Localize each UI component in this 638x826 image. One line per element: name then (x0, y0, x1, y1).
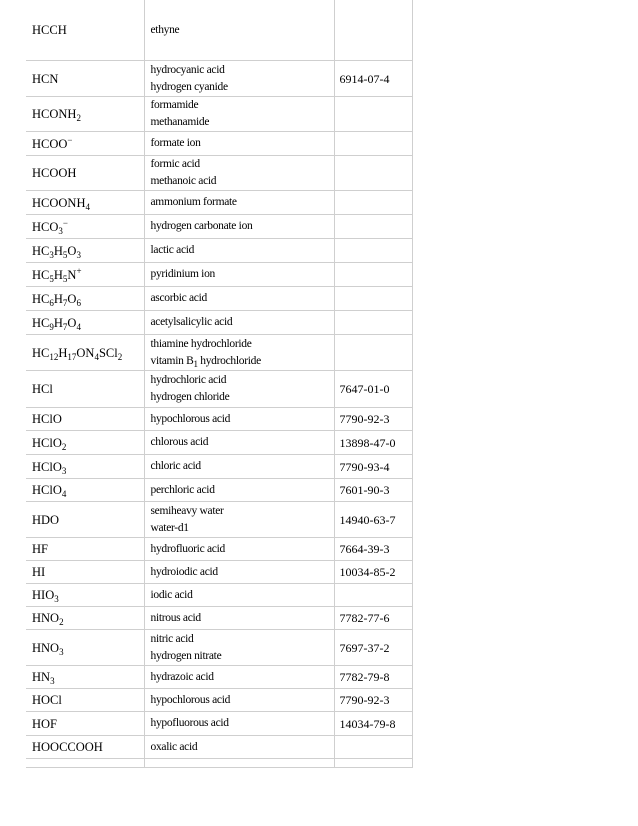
formula-text: ON (76, 345, 95, 360)
formula-subscript: 2 (61, 441, 67, 452)
cas-number-cell (334, 132, 412, 156)
table-row (26, 215, 412, 239)
compound-name: hydroiodic acid (150, 565, 218, 578)
table-row (26, 371, 412, 408)
formula-subscript: 5 (49, 273, 54, 284)
compound-table-body (26, 0, 412, 768)
formula-cell (26, 712, 144, 736)
cas-number-cell (334, 191, 412, 215)
compound-name: perchloric acid (150, 483, 215, 496)
formula-subscript: 12 (49, 351, 59, 362)
formula-cell (26, 561, 144, 584)
name-cell (144, 759, 334, 768)
formula-text: HC (32, 267, 50, 282)
formula-cell (26, 607, 144, 630)
cas-number-cell (334, 584, 412, 607)
formula-cell (26, 335, 144, 371)
table-row (26, 239, 412, 263)
compound-name: chloric acid (150, 460, 201, 472)
formula-cell (26, 97, 144, 132)
name-cell (144, 287, 334, 311)
table-row (26, 311, 412, 335)
formula-subscript: 5 (62, 249, 68, 260)
cas-number-cell: 7790-92-3 (334, 408, 412, 431)
compound-name: hydrocyanic acid (150, 63, 225, 76)
formula-superscript: − (62, 217, 68, 228)
formula-cell (26, 263, 144, 287)
formula-text: H (58, 345, 68, 360)
formula-text: HCOOH (32, 166, 77, 180)
table-row (26, 431, 412, 455)
name-cell (144, 191, 334, 215)
formula-cell (26, 455, 144, 479)
name-cell (144, 311, 334, 335)
cas-number-cell (334, 239, 412, 263)
cas-number-cell (334, 215, 412, 239)
compound-name: formamide (150, 99, 199, 111)
compound-name: lactic acid (150, 244, 195, 256)
compound-name: pyridinium ion (150, 268, 215, 280)
compound-name: hydrogen chloride (150, 391, 230, 403)
name-cell (144, 455, 334, 479)
compound-name: ammonium formate (150, 196, 237, 208)
formula-subscript: 3 (50, 676, 55, 686)
table-row (26, 263, 412, 287)
formula-text: HCOONH (32, 195, 86, 210)
cas-number-cell: 7790-93-4 (334, 455, 412, 479)
formula-text: HCO (32, 219, 59, 234)
formula-cell (26, 311, 144, 335)
formula-cell (26, 630, 144, 666)
table-row (26, 335, 412, 371)
formula-superscript: − (67, 134, 73, 145)
formula-cell (26, 689, 144, 712)
name-cell (144, 61, 334, 97)
compound-name: hydrogen carbonate ion (150, 220, 253, 232)
formula-cell (26, 0, 144, 61)
compound-name: vitamin $B_1$ hydrochloride (150, 354, 261, 369)
compound-name: hydrazoic acid (150, 670, 214, 683)
formula-text: O (67, 243, 77, 258)
name-cell (144, 607, 334, 630)
name-cell (144, 239, 334, 263)
formula-text: HCONH (32, 107, 77, 121)
cas-number-cell (334, 311, 412, 335)
table-row (26, 61, 412, 97)
formula-text: H (53, 291, 63, 306)
name-cell (144, 132, 334, 156)
cas-number-cell: 7782-77-6 (334, 607, 412, 630)
table-row (26, 666, 412, 689)
cas-number-cell: 7697-37-2 (334, 630, 412, 666)
cas-number-cell (334, 0, 412, 61)
compound-name: water-d1 (150, 521, 189, 534)
formula-cell (26, 239, 144, 263)
formula-subscript: 4 (85, 201, 90, 212)
name-cell (144, 335, 334, 371)
compound-name: formic acid (150, 158, 200, 170)
formula-text: H (53, 243, 63, 258)
formula-cell (26, 538, 144, 561)
compound-name: hypochlorous acid (150, 412, 231, 425)
formula-text: HC (32, 243, 50, 258)
formula-text: HNO (32, 611, 60, 625)
name-cell (144, 630, 334, 666)
compound-table-container (26, 0, 412, 768)
table-row (26, 712, 412, 736)
formula-subscript: 7 (62, 321, 68, 332)
table-row (26, 561, 412, 584)
table-row (26, 479, 412, 502)
compound-name: ascorbic acid (150, 292, 207, 304)
compound-name: formate ion (150, 137, 201, 149)
formula-subscript: 3 (59, 646, 64, 657)
cas-number-cell (334, 287, 412, 311)
cas-number-cell: 7601-90-3 (334, 479, 412, 502)
formula-text: HC (32, 291, 50, 306)
compound-name: nitrous acid (150, 611, 201, 624)
formula-subscript: 5 (62, 273, 68, 284)
compound-name: hydrogen nitrate (150, 649, 222, 662)
table-row (26, 607, 412, 630)
formula-cell (26, 191, 144, 215)
formula-text: HCOO (32, 136, 68, 151)
formula-text: O (67, 291, 77, 306)
formula-cell (26, 132, 144, 156)
cas-number-cell: 7782-79-8 (334, 666, 412, 689)
name-cell (144, 736, 334, 759)
formula-text: HDO (32, 512, 60, 527)
compound-name: hydrofluoric acid (150, 542, 225, 555)
formula-text: HIO (32, 588, 55, 602)
formula-cell (26, 215, 144, 239)
cas-number-cell: 14940-63-7 (334, 502, 412, 538)
formula-cell (26, 61, 144, 97)
formula-subscript: 3 (49, 249, 54, 260)
formula-cell (26, 371, 144, 408)
formula-text: HF (32, 542, 48, 556)
cas-number-cell: 7790-92-3 (334, 689, 412, 712)
compound-name: hydrogen cyanide (150, 80, 228, 93)
compound-name: oxalic acid (150, 740, 198, 753)
formula-cell (26, 584, 144, 607)
formula-text: HClO (32, 459, 62, 474)
name-cell (144, 666, 334, 689)
formula-text: HCN (32, 71, 59, 86)
formula-superscript: + (76, 265, 82, 276)
formula-text: HNO (32, 640, 60, 655)
cas-number-cell (334, 156, 412, 191)
cas-number-cell (334, 97, 412, 132)
formula-subscript: 2 (76, 113, 81, 123)
compound-name: ethyne (150, 23, 180, 36)
formula-cell (26, 479, 144, 502)
table-row (26, 408, 412, 431)
formula-cell (26, 502, 144, 538)
name-cell (144, 156, 334, 191)
table-row (26, 287, 412, 311)
name-cell (144, 97, 334, 132)
cas-number-cell (334, 263, 412, 287)
compound-table (26, 0, 413, 768)
name-cell (144, 371, 334, 408)
formula-text: HCl (32, 382, 53, 396)
table-row (26, 584, 412, 607)
name-cell (144, 431, 334, 455)
cas-number-cell (334, 335, 412, 371)
formula-text: HClO (32, 412, 62, 426)
table-row (26, 736, 412, 759)
compound-name: hypochlorous acid (150, 693, 231, 706)
compound-name: acetylsalicylic acid (150, 316, 233, 328)
cas-number-cell: 10034-85-2 (334, 561, 412, 584)
name-cell (144, 263, 334, 287)
compound-name: iodic acid (150, 588, 193, 601)
formula-subscript: 2 (59, 617, 64, 627)
formula-subscript: 4 (76, 321, 81, 332)
cas-number-cell: 7664-39-3 (334, 538, 412, 561)
table-row (26, 191, 412, 215)
compound-name: chlorous acid (150, 436, 209, 448)
compound-name: thiamine hydrochloride (150, 337, 252, 350)
formula-subscript: 3 (76, 249, 81, 260)
name-cell (144, 0, 334, 61)
formula-text: HOF (32, 716, 58, 731)
formula-text: H (53, 267, 63, 282)
name-cell (144, 408, 334, 431)
formula-subscript: 3 (58, 225, 63, 236)
formula-text: HClO (32, 483, 62, 497)
table-row (26, 538, 412, 561)
formula-cell (26, 759, 144, 768)
table-row (26, 132, 412, 156)
cas-number-cell: 14034-79-8 (334, 712, 412, 736)
name-subscript: 1 (193, 358, 198, 369)
formula-subscript: 2 (117, 351, 123, 362)
name-cell (144, 561, 334, 584)
table-row (26, 689, 412, 712)
formula-text: HI (32, 565, 46, 579)
cas-number-cell (334, 759, 412, 768)
formula-cell (26, 408, 144, 431)
formula-text: HOOCCOOH (32, 740, 103, 754)
formula-cell (26, 666, 144, 689)
table-row (26, 502, 412, 538)
formula-subscript: 9 (49, 321, 54, 332)
table-row (26, 97, 412, 132)
name-cell (144, 538, 334, 561)
table-row (26, 0, 412, 61)
formula-text: HC (32, 345, 50, 360)
formula-cell (26, 431, 144, 455)
compound-name: hydrochloric acid (150, 374, 227, 386)
cas-number-cell (334, 736, 412, 759)
table-row (26, 455, 412, 479)
name-cell (144, 215, 334, 239)
formula-subscript: 7 (62, 297, 68, 308)
name-cell (144, 584, 334, 607)
compound-name: methanoic acid (150, 175, 217, 187)
formula-cell (26, 736, 144, 759)
formula-subscript: 6 (76, 297, 81, 308)
formula-subscript: 6 (49, 297, 54, 308)
formula-text: HOCl (32, 693, 62, 707)
formula-subscript: 17 (67, 351, 77, 362)
table-row (26, 759, 412, 768)
formula-text: HClO (32, 435, 62, 450)
formula-text: HN (32, 670, 51, 684)
compound-name: nitric acid (150, 632, 194, 645)
formula-subscript: 4 (94, 351, 99, 362)
cas-number-cell: 6914-07-4 (334, 61, 412, 97)
name-cell (144, 689, 334, 712)
name-cell (144, 502, 334, 538)
formula-text: SCl (98, 345, 118, 360)
cas-number-cell: 13898-47-0 (334, 431, 412, 455)
formula-text: HCCH (32, 23, 67, 37)
formula-text: N (67, 267, 77, 282)
name-cell (144, 712, 334, 736)
compound-name: methanamide (150, 116, 210, 128)
formula-cell (26, 156, 144, 191)
formula-subscript: 3 (61, 465, 67, 476)
table-row (26, 156, 412, 191)
formula-text: HC (32, 315, 50, 330)
formula-cell (26, 287, 144, 311)
formula-text: H (53, 315, 63, 330)
table-row (26, 630, 412, 666)
cas-number-cell: 7647-01-0 (334, 371, 412, 408)
formula-subscript: 4 (61, 489, 67, 499)
formula-text: O (67, 315, 77, 330)
formula-subscript: 3 (54, 594, 59, 604)
name-cell (144, 479, 334, 502)
compound-name: semiheavy water (150, 504, 224, 517)
compound-name: hypofluorous acid (150, 717, 229, 729)
